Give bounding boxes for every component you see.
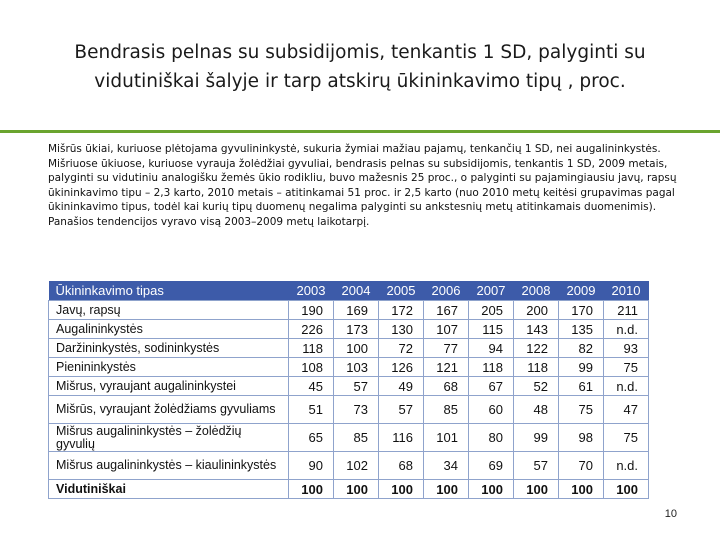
table-cell: 85: [334, 424, 379, 452]
column-header: 2005: [379, 281, 424, 301]
table-cell: 98: [559, 424, 604, 452]
table-cell: 34: [424, 452, 469, 480]
table-cell: 47: [604, 396, 649, 424]
row-label: Vidutiniškai: [49, 480, 289, 499]
row-label: Pienininkystės: [49, 358, 289, 377]
row-label: Mišrus, vyraujant augalininkystei: [49, 377, 289, 396]
table-cell: 57: [379, 396, 424, 424]
table-cell: n.d.: [604, 320, 649, 339]
table-cell: 45: [289, 377, 334, 396]
table-cell: 75: [559, 396, 604, 424]
table-cell: 118: [289, 339, 334, 358]
title-divider: [0, 130, 720, 133]
table-cell: 60: [469, 396, 514, 424]
table-cell: 100: [604, 480, 649, 499]
table-cell: 103: [334, 358, 379, 377]
column-header: 2007: [469, 281, 514, 301]
table-cell: 61: [559, 377, 604, 396]
table-cell: 172: [379, 301, 424, 320]
table-cell: 57: [514, 452, 559, 480]
table-cell: 99: [559, 358, 604, 377]
table-cell: 167: [424, 301, 469, 320]
table-cell: 100: [424, 480, 469, 499]
table-cell: 75: [604, 424, 649, 452]
column-header: Ūkininkavimo tipas: [49, 281, 289, 301]
column-header: 2009: [559, 281, 604, 301]
table-row: [49, 377, 649, 396]
table-cell: 126: [379, 358, 424, 377]
table-cell: 51: [289, 396, 334, 424]
row-label: Augalininkystės: [49, 320, 289, 339]
table-cell: 90: [289, 452, 334, 480]
table-cell: 52: [514, 377, 559, 396]
table-cell: 205: [469, 301, 514, 320]
farming-type-table: [48, 281, 649, 499]
table-row: [49, 480, 649, 499]
body-paragraph: Mišrūs ūkiai, kuriuose plėtojama gyvulininkystė, sukuria žymiai mažiau pajamų, tenkančių 1 SD, nei augalininkystės. Mišriuose ūkiuose, kuriuose vyrauja žolėdžiai gyvuliai, bendrasis pelnas su subsidijomis, tenkantis 1 SD, 2009 metais, palyginti su vidutiniu analogišku žemės ūkio rodikliu, buvo mažesnis 25 proc., o palyginti su pajamingiausiu javų, rapsų ūkininkavimo tipu – 2,3 karto, 2010 metais – atitinkamai 51 proc. ir 2,5 karto (nuo 2010 metų keitėsi grupavimas pagal ūkininkavimo tipus, todėl kai kurių tipų duomenų negalima palyginti su ankstesnių metų atitinkamais duomenimis). Panašios tendencijos vyravo visą 2003–2009 metų laikotarpį.: [48, 143, 677, 228]
table-cell: 57: [334, 377, 379, 396]
table-cell: 80: [469, 424, 514, 452]
table-cell: 85: [424, 396, 469, 424]
column-header: 2006: [424, 281, 469, 301]
table-cell: 101: [424, 424, 469, 452]
table-cell: 93: [604, 339, 649, 358]
table-cell: 49: [379, 377, 424, 396]
table-cell: n.d.: [604, 452, 649, 480]
table-row: [49, 424, 649, 452]
column-header: 2010: [604, 281, 649, 301]
table-cell: 75: [604, 358, 649, 377]
table-cell: 100: [334, 339, 379, 358]
table-cell: 65: [289, 424, 334, 452]
table-cell: 122: [514, 339, 559, 358]
page-number: 10: [664, 508, 677, 520]
table-cell: 170: [559, 301, 604, 320]
table-cell: 68: [424, 377, 469, 396]
table-cell: 169: [334, 301, 379, 320]
table-cell: 116: [379, 424, 424, 452]
table-cell: 190: [289, 301, 334, 320]
table-row: [49, 396, 649, 424]
table-cell: 100: [514, 480, 559, 499]
row-label: Daržininkystės, sodininkystės: [49, 339, 289, 358]
table-cell: 100: [559, 480, 604, 499]
table-cell: 121: [424, 358, 469, 377]
column-header: 2008: [514, 281, 559, 301]
table-cell: 200: [514, 301, 559, 320]
table-cell: 73: [334, 396, 379, 424]
row-label: Mišrūs, vyraujant žolėdžiams gyvuliams: [49, 396, 289, 424]
row-label: Mišrus augalininkystės – kiaulininkystės: [49, 452, 289, 480]
table-cell: 115: [469, 320, 514, 339]
table-cell: 100: [469, 480, 514, 499]
table-cell: 48: [514, 396, 559, 424]
table-cell: 82: [559, 339, 604, 358]
table-cell: 94: [469, 339, 514, 358]
table-cell: 143: [514, 320, 559, 339]
table-cell: 102: [334, 452, 379, 480]
table-cell: 108: [289, 358, 334, 377]
table-row: [49, 301, 649, 320]
table-row: [49, 320, 649, 339]
table-cell: 77: [424, 339, 469, 358]
table-row: [49, 452, 649, 480]
table-cell: 100: [379, 480, 424, 499]
table-cell: 135: [559, 320, 604, 339]
table-header-row: [49, 281, 649, 301]
table-cell: 107: [424, 320, 469, 339]
table-cell: 173: [334, 320, 379, 339]
column-header: 2003: [289, 281, 334, 301]
table-row: [49, 339, 649, 358]
table-row: [49, 358, 649, 377]
table-cell: 100: [289, 480, 334, 499]
table-cell: 67: [469, 377, 514, 396]
table-cell: 118: [514, 358, 559, 377]
table-cell: 99: [514, 424, 559, 452]
table-cell: 69: [469, 452, 514, 480]
table-cell: 68: [379, 452, 424, 480]
table-cell: 118: [469, 358, 514, 377]
table-cell: 211: [604, 301, 649, 320]
table-cell: 70: [559, 452, 604, 480]
column-header: 2004: [334, 281, 379, 301]
table-cell: 130: [379, 320, 424, 339]
table-cell: 72: [379, 339, 424, 358]
row-label: Mišrus augalininkystės – žolėdžių gyvulių: [49, 424, 289, 452]
table-cell: n.d.: [604, 377, 649, 396]
table-cell: 100: [334, 480, 379, 499]
row-label: Javų, rapsų: [49, 301, 289, 320]
table-cell: 226: [289, 320, 334, 339]
slide-title: Bendrasis pelnas su subsidijomis, tenkantis 1 SD, palyginti su vidutiniškai šalyje ir tarp atskirų ūkininkavimo tipų , proc.: [74, 42, 646, 92]
